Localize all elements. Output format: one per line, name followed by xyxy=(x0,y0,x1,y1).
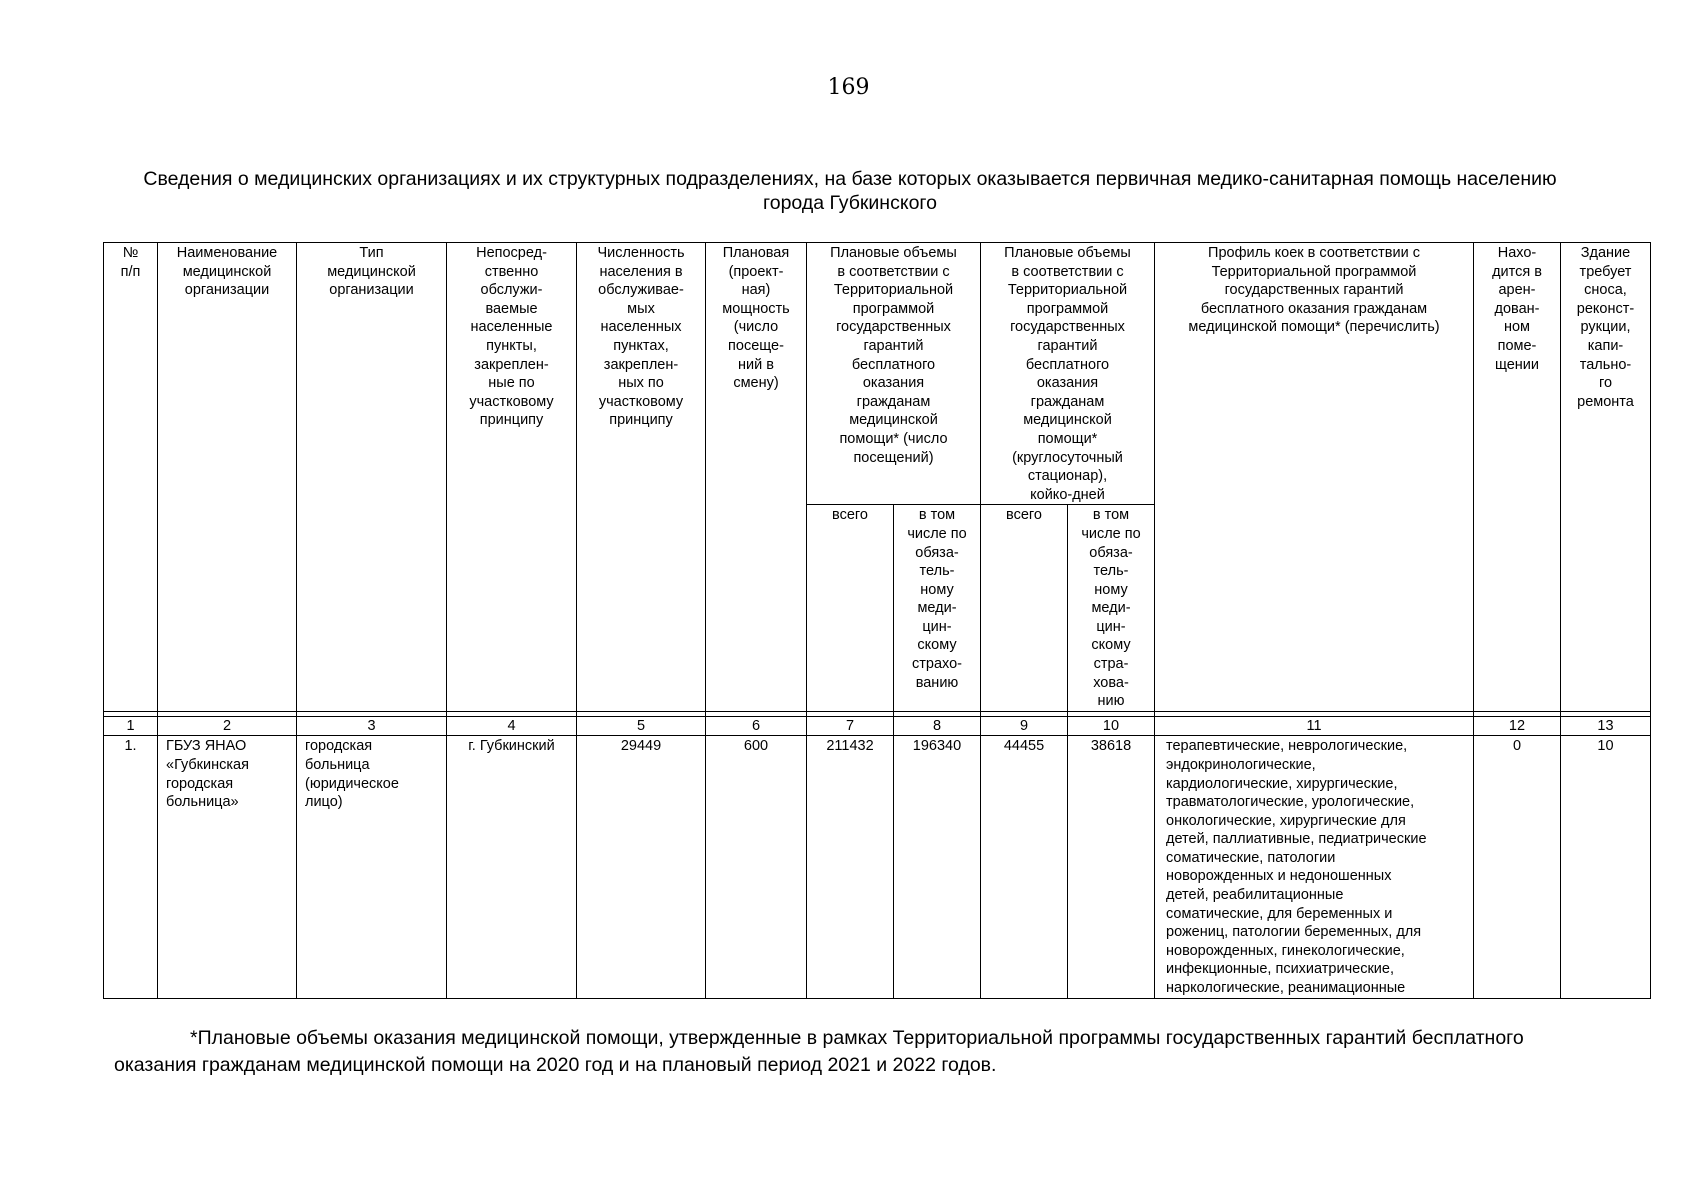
cell-line: капи- xyxy=(1587,337,1624,354)
cell-line: больница xyxy=(305,756,370,773)
cell-line: (юридическое xyxy=(305,775,399,792)
cell-line: детей, паллиативные, педиатрические xyxy=(1166,831,1427,848)
column-number: 1 xyxy=(104,717,158,736)
cell-line: ственно xyxy=(484,263,539,280)
cell-line: участковому xyxy=(598,393,684,410)
cell-line: бесплатного xyxy=(1025,356,1110,373)
cell-line: государственных гарантий xyxy=(1224,282,1404,299)
organization-name xyxy=(158,736,297,998)
cell-line: (число xyxy=(733,319,779,336)
cell-line: цин- xyxy=(922,618,952,635)
bed-days-oms: 38618 xyxy=(1068,736,1155,998)
cell-line: новорожденных и недоношенных xyxy=(1166,868,1392,885)
cell-line: цин- xyxy=(1096,618,1126,635)
cell-line: закреплен- xyxy=(603,356,679,373)
cell-line: в том xyxy=(1092,507,1130,524)
cell-line: больница» xyxy=(166,794,239,811)
medical-organizations-table xyxy=(103,242,1651,999)
cell-line: обяза- xyxy=(1089,544,1133,561)
bed-profile xyxy=(1155,736,1474,998)
header-org-name xyxy=(158,243,297,712)
cell-line: ному xyxy=(920,581,954,598)
cell-line: гарантий xyxy=(863,337,924,354)
cell-line: принципу xyxy=(609,412,673,429)
cell-line: в том xyxy=(918,507,956,524)
column-number: 13 xyxy=(1561,717,1651,736)
rented-premises: 0 xyxy=(1474,736,1561,998)
cell-line: мых xyxy=(627,300,655,317)
cell-line: пункты, xyxy=(486,337,537,354)
cell-line: меди- xyxy=(917,600,957,617)
cell-line: наркологические, реанимационные xyxy=(1166,980,1406,997)
cell-line: Территориальной xyxy=(833,282,954,299)
title-line-1: Сведения о медицинских организациях и их структурных подразделениях, на базе которых оказывается первичная медико-санитарная помощь населению xyxy=(143,168,1557,190)
cell-line: дован- xyxy=(1494,300,1540,317)
cell-line: п/п xyxy=(120,263,141,280)
served-settlements: г. Губкинский xyxy=(447,736,577,998)
cell-line: Тип xyxy=(359,245,384,261)
header-capacity xyxy=(706,243,807,712)
cell-line: городская xyxy=(305,738,373,755)
cell-line: меди- xyxy=(1091,600,1131,617)
header-settlements xyxy=(447,243,577,712)
cell-line: ний в xyxy=(738,356,774,373)
column-number: 7 xyxy=(807,717,894,736)
cell-line: помощи* (число xyxy=(839,430,948,447)
cell-line: ваемые xyxy=(485,300,538,317)
cell-line: ных по xyxy=(618,375,664,392)
cell-line: посещений) xyxy=(853,449,934,466)
header-planned-visits xyxy=(807,243,981,505)
cell-line: городская xyxy=(166,775,234,792)
cell-line: числе по xyxy=(1081,525,1141,542)
cell-line: участковому xyxy=(469,393,554,410)
cell-line: обслужи- xyxy=(480,282,543,299)
cell-line: соматические, патологии xyxy=(1166,849,1336,866)
cell-line: организации xyxy=(184,282,270,299)
cell-line: тель- xyxy=(919,563,955,580)
document-title xyxy=(110,167,1590,215)
cell-line: населенные xyxy=(470,319,553,336)
cell-line: скому xyxy=(917,637,957,654)
cell-line: (проект- xyxy=(728,263,784,280)
cell-line: оказания xyxy=(862,375,925,392)
cell-line: терапевтические, неврологические, xyxy=(1166,738,1408,755)
column-number: 11 xyxy=(1155,717,1474,736)
cell-line: программой xyxy=(852,300,935,317)
cell-line: онкологические, хирургические для xyxy=(1166,812,1406,829)
cell-line: ном xyxy=(1503,319,1531,336)
cell-line: рукции, xyxy=(1580,319,1631,336)
column-numbers-row xyxy=(104,717,1651,736)
header-population xyxy=(577,243,706,712)
cell-line: новорожденных, гинекологические, xyxy=(1166,942,1405,959)
cell-line: обслуживае- xyxy=(598,282,684,299)
cell-line: ГБУЗ ЯНАО xyxy=(166,738,247,755)
column-number: 4 xyxy=(447,717,577,736)
cell-line: Плановая xyxy=(722,245,790,261)
cell-line: ремонта xyxy=(1577,393,1634,410)
cell-line: государственных xyxy=(1010,319,1125,336)
header-planned-bed-days xyxy=(981,243,1155,505)
cell-line: в соответствии с xyxy=(837,263,950,280)
cell-line: гражданам xyxy=(856,393,931,410)
cell-line: мощность xyxy=(722,300,790,317)
cell-line: гарантий xyxy=(1037,337,1098,354)
cell-line: Территориальной программой xyxy=(1211,263,1417,280)
header-needs-repair xyxy=(1561,243,1651,712)
visits-total: 211432 xyxy=(807,736,894,998)
cell-line: ванию xyxy=(915,674,959,691)
cell-line: эндокринологические, xyxy=(1166,756,1316,773)
cell-line: принципу xyxy=(479,412,544,429)
cell-line: Нахо- xyxy=(1497,245,1537,261)
cell-line: Профиль коек в соответствии с xyxy=(1208,245,1420,261)
organization-type xyxy=(297,736,447,998)
cell-line: в соответствии с xyxy=(1011,263,1124,280)
cell-line: скому xyxy=(1091,637,1131,654)
cell-line: населения в xyxy=(599,263,683,280)
cell-line: койко-дней xyxy=(1030,486,1105,503)
cell-line: стра- xyxy=(1093,656,1129,673)
cell-line: оказания xyxy=(1036,375,1099,392)
population: 29449 xyxy=(577,736,706,998)
cell-line: пунктах, xyxy=(613,337,669,354)
cell-line: гражданам xyxy=(1030,393,1105,410)
cell-line: «Губкинская xyxy=(166,756,249,773)
cell-line: закреплен- xyxy=(474,356,549,373)
subheader-bed-days-oms xyxy=(1068,505,1155,712)
cell-line: хова- xyxy=(1093,674,1129,691)
cell-line: кардиологические, хирургические, xyxy=(1166,775,1398,792)
column-number: 12 xyxy=(1474,717,1561,736)
cell-line: лицо) xyxy=(305,794,343,811)
cell-line: стационар), xyxy=(1027,468,1108,485)
page-number: 169 xyxy=(827,75,870,100)
subheader-visits-total: всего xyxy=(807,505,894,712)
bed-days-total: 44455 xyxy=(981,736,1068,998)
cell-line: медицинской xyxy=(1023,412,1112,429)
cell-line: бесплатного xyxy=(851,356,936,373)
cell-line: ные по xyxy=(488,375,535,392)
cell-line: посеще- xyxy=(728,337,784,354)
cell-line: травматологические, урологические, xyxy=(1166,794,1415,811)
subheader-visits-oms xyxy=(894,505,981,712)
header-bed-profile xyxy=(1155,243,1474,712)
cell-line: № xyxy=(122,245,139,261)
cell-line: бесплатного оказания гражданам xyxy=(1200,300,1428,317)
cell-line: ная) xyxy=(741,282,771,299)
cell-line: требует xyxy=(1579,263,1632,280)
cell-line: Территориальной xyxy=(1007,282,1128,299)
row-number: 1. xyxy=(104,736,158,998)
cell-line: щении xyxy=(1494,356,1540,373)
cell-line: инфекционные, психиатрические, xyxy=(1166,961,1394,978)
cell-line: организации xyxy=(329,282,414,299)
cell-line: детей, реабилитационные xyxy=(1166,887,1344,904)
cell-line: страхо- xyxy=(912,656,962,673)
cell-line: Плановые объемы xyxy=(830,245,957,261)
cell-line: Непосред- xyxy=(476,245,547,261)
cell-line: программой xyxy=(1026,300,1109,317)
subheader-bed-days-total: всего xyxy=(981,505,1068,712)
table-row xyxy=(104,736,1651,998)
cell-line: помощи* xyxy=(1037,430,1098,447)
cell-line: Численность xyxy=(597,245,685,261)
column-number: 5 xyxy=(577,717,706,736)
planned-capacity: 600 xyxy=(706,736,807,998)
cell-line: арен- xyxy=(1498,282,1536,299)
cell-line: медицинской xyxy=(849,412,938,429)
cell-line: Плановые объемы xyxy=(1004,245,1131,261)
column-number: 8 xyxy=(894,717,981,736)
column-number: 6 xyxy=(706,717,807,736)
column-number: 2 xyxy=(158,717,297,736)
cell-line: медицинской xyxy=(182,263,272,280)
cell-line: тель- xyxy=(1093,563,1129,580)
header-org-type xyxy=(297,243,447,712)
cell-line: реконст- xyxy=(1576,300,1635,317)
header-rented xyxy=(1474,243,1561,712)
cell-line: соматические, для беременных и xyxy=(1166,905,1393,922)
cell-line: Здание xyxy=(1580,245,1631,261)
cell-line: числе по xyxy=(907,525,967,542)
cell-line: го xyxy=(1598,375,1613,392)
cell-line: Наименование xyxy=(176,245,278,261)
title-line-2: города Губкинского xyxy=(763,192,937,214)
column-number: 9 xyxy=(981,717,1068,736)
cell-line: населенных xyxy=(600,319,682,336)
cell-line: нию xyxy=(1097,693,1125,710)
footnote: *Плановые объемы оказания медицинской помощи, утвержденные в рамках Территориальной программы государственных гарантий бесплатного оказания гражданам медицинской помощи на 2020 год и на плановый период 2021 и 2022 годов. xyxy=(114,1027,1524,1076)
cell-line: поме- xyxy=(1497,337,1537,354)
cell-line: сноса, xyxy=(1584,282,1627,299)
cell-line: медицинской помощи* (перечислить) xyxy=(1188,319,1440,336)
header-row xyxy=(104,243,1651,505)
cell-line: обяза- xyxy=(915,544,959,561)
cell-line: тально- xyxy=(1579,356,1632,373)
cell-line: смену) xyxy=(733,375,779,392)
column-number: 10 xyxy=(1068,717,1155,736)
cell-line: рожениц, патологии беременных, для xyxy=(1166,924,1422,941)
cell-line: государственных xyxy=(836,319,951,336)
cell-line: медицинской xyxy=(327,263,416,280)
cell-line: ному xyxy=(1094,581,1128,598)
cell-line: (круглосуточный xyxy=(1012,449,1123,466)
cell-line: дится в xyxy=(1492,263,1542,280)
column-number: 3 xyxy=(297,717,447,736)
visits-oms: 196340 xyxy=(894,736,981,998)
building-needs-repair: 10 xyxy=(1561,736,1651,998)
header-num xyxy=(104,243,158,712)
